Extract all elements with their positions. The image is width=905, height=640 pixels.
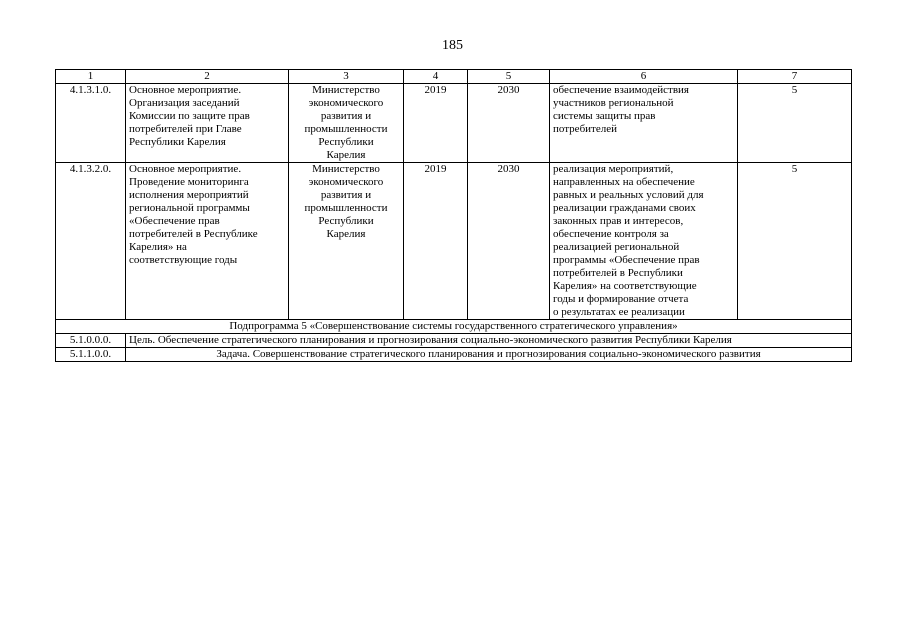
- header-cell-3: 3: [289, 70, 404, 84]
- row-executor: Министерство экономического развития и промышленности Республики Карелия: [289, 84, 404, 163]
- row-code: 4.1.3.2.0.: [56, 163, 126, 320]
- row-start-year: 2019: [404, 163, 468, 320]
- header-cell-5: 5: [468, 70, 550, 84]
- row-start-year: 2019: [404, 84, 468, 163]
- program-table: [55, 69, 852, 362]
- row-measure: Основное мероприятие. Организация заседаний Комиссии по защите прав потребителей при Главе Республики Карелия: [126, 84, 289, 163]
- task-text: Задача. Совершенствование стратегического планирования и прогнозирования социально-экономического развития: [126, 348, 852, 362]
- row-col7: 5: [738, 163, 852, 320]
- header-cell-2: 2: [126, 70, 289, 84]
- task-row: [56, 348, 852, 362]
- task-code: 5.1.1.0.0.: [56, 348, 126, 362]
- row-col7: 5: [738, 84, 852, 163]
- header-cell-6: 6: [550, 70, 738, 84]
- goal-code: 5.1.0.0.0.: [56, 334, 126, 348]
- header-cell-7: 7: [738, 70, 852, 84]
- table-row: [56, 84, 852, 163]
- page-number: 185: [442, 38, 463, 53]
- row-code: 4.1.3.1.0.: [56, 84, 126, 163]
- row-end-year: 2030: [468, 84, 550, 163]
- row-end-year: 2030: [468, 163, 550, 320]
- row-executor: Министерство экономического развития и промышленности Республики Карелия: [289, 163, 404, 320]
- goal-row: [56, 334, 852, 348]
- header-cell-1: 1: [56, 70, 126, 84]
- row-result: обеспечение взаимодействия участников региональной системы защиты прав потребителей: [550, 84, 738, 163]
- header-row: [56, 70, 852, 84]
- subprogram-row: [56, 320, 852, 334]
- row-measure: Основное мероприятие. Проведение мониторинга исполнения мероприятий региональной программы «Обеспечение прав потребителей в Республике Карелия» на соответствующие годы: [126, 163, 289, 320]
- table-row: [56, 163, 852, 320]
- header-cell-4: 4: [404, 70, 468, 84]
- goal-text: Цель. Обеспечение стратегического планирования и прогнозирования социально-экономического развития Республики Карелия: [126, 334, 852, 348]
- subprogram-title: Подпрограмма 5 «Совершенствование системы государственного стратегического управления»: [56, 320, 852, 334]
- row-result: реализация мероприятий, направленных на обеспечение равных и реальных условий для реализации гражданами своих законных прав и интересов, обеспечение контроля за реализацией региональной программы «Обеспечение прав потребителей в Республики Карелия» на соответствующие годы и формирование отчета о результатах ее реализации: [550, 163, 738, 320]
